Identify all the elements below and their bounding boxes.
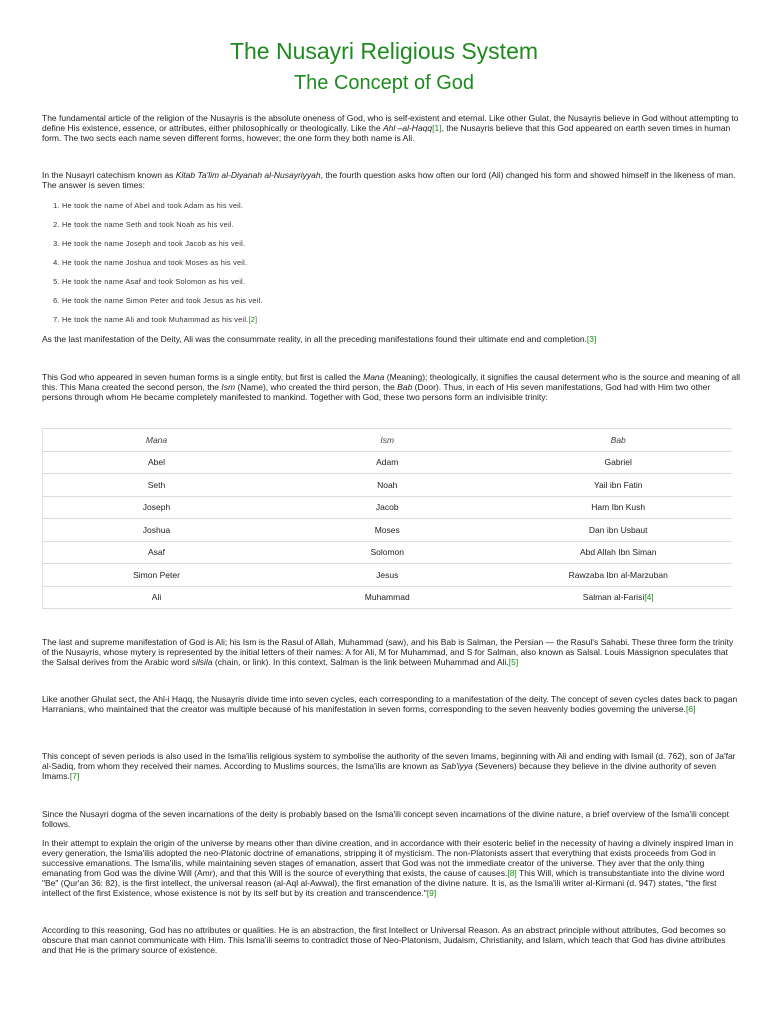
paragraph-last-manifestation: As the last manifestation of the Deity, Ali was the consummate reality, in all the preceding manifestations found their ultimate end and completion.[3] — [42, 334, 597, 344]
table-cell: Solomon — [270, 541, 504, 564]
list-item: 4. He took the name Joshua and took Moses as his veil. — [62, 257, 742, 276]
table-cell: Salman al-Farisi[4] — [504, 586, 732, 609]
table-row — [43, 519, 733, 542]
table-row — [43, 474, 733, 497]
list-item: 1. He took the name of Abel and took Adam as his veil. — [62, 200, 742, 219]
table-cell: Ham Ibn Kush — [504, 496, 732, 519]
footnote-link-4[interactable]: [4] — [644, 592, 654, 603]
table-row — [43, 541, 733, 564]
footnote-link-1[interactable]: [1] — [432, 123, 442, 133]
manifestations-list — [42, 200, 742, 333]
footnote-link-2[interactable]: [2] — [248, 315, 258, 324]
table-cell: Gabriel — [504, 451, 732, 474]
footnote-link-3[interactable]: [3] — [586, 334, 597, 344]
paragraph-catechism: In the Nusayri catechism known as Kitab Ta'lim al-Diyanah al-Nusayriyyah, the fourth question asks how often our lord (Ali) changed his form and showed himself in the likeness of man. The answer is seven times: — [42, 170, 736, 190]
table-cell: Seth — [43, 474, 271, 497]
table-cell: Abd Allah Ibn Siman — [504, 541, 732, 564]
table-cell: Simon Peter — [43, 564, 271, 587]
table-header-row — [43, 429, 733, 452]
table-row — [43, 586, 733, 609]
list-item: 6. He took the name Simon Peter and took Jesus as his veil. — [62, 295, 742, 314]
list-item: 3. He took the name Joseph and took Jacob as his veil. — [62, 238, 742, 257]
column-header-ism: Ism — [270, 429, 504, 452]
table-cell: Joshua — [43, 519, 271, 542]
table-row — [43, 451, 733, 474]
footnote-link-5[interactable]: [5] — [508, 657, 519, 667]
table-cell: Dan ibn Usbaut — [504, 519, 732, 542]
list-item: 2. He took the name Seth and took Noah as his veil. — [62, 219, 742, 238]
table-row — [43, 564, 733, 587]
table-cell: Joseph — [43, 496, 271, 519]
column-header-bab: Bab — [504, 429, 732, 452]
page-subtitle: The Concept of God — [293, 72, 475, 94]
table-cell: Noah — [270, 474, 504, 497]
table-cell: Moses — [270, 519, 504, 542]
list-item: 7. He took the name Ali and took Muhammad as his veil.[2] — [62, 314, 742, 333]
trinity-table — [42, 428, 732, 609]
table-row — [43, 496, 733, 519]
footnote-link-7[interactable]: [7] — [69, 771, 80, 781]
table-cell: Asaf — [43, 541, 271, 564]
page-title: The Nusayri Religious System — [229, 38, 539, 64]
footnote-link-9[interactable]: [9] — [426, 888, 437, 898]
table-cell: Abel — [43, 451, 271, 474]
table-cell: Yail ibn Fatin — [504, 474, 732, 497]
table-cell: Adam — [270, 451, 504, 474]
table-cell: Jesus — [270, 564, 504, 587]
paragraph-emanations: In their attempt to explain the origin of the universe by means other than divine creation, and in accordance with their esoteric belief in the necessity of having a divinely inspired Iman in every generation, the Isma'ilis adopted the neo-Platonic doctrine of emanations, stripping it of mysticism. The non-Platonists assert that everything that exists proceeds from God in successive emanations. The Isma'ilis, while maintaining seven stages of emanation, assert that God was not the immediate creator of the universe. They aver that the only thing emanating from God was the divine Will (Amr), and that this Will is the source of everything that exists, the cause of causes.[8] This Will, which is transubstantiate into the divine word "Be" (Qur'an 36: 82), is the first intellect, the universal reason (al-Aql al-Awwal), the first emanation of the divine nature. It is, as the Isma'ili writer al-Kirmani (d. 947) states, "the first intellect of the first Existence, whose existence is not by its self but by its creation and transcendence."[9] — [42, 838, 734, 898]
paragraph-seven-cycles: Like another Ghulat sect, the Ahl-i Haqq, the Nusayris divide time into seven cycles, each corresponding to a manifestation of the deity. The concept of seven cycles dates back to pagan Harranians, who maintained that the creator was multiple because of his manifestation in seven forms, corresponding to the seven heavenly bodies governing the universe.[6] — [42, 694, 738, 714]
paragraph-ismaili-overview: Since the Nusayri dogma of the seven incarnations of the deity is probably based on the Isma'ili concept seven incarnations of the divine nature, a brief overview of the Isma'ili concept follows. — [42, 809, 729, 829]
table-cell: Ali — [43, 586, 271, 609]
paragraph-trinity: This God who appeared in seven human forms is a single entity, but first is called the Mana (Meaning); theologically, it signifies the causal determent who is the source and meaning of all this. This Mana created the second person, the Ism (Name), who created the third person, the Bab (Door). Thus, in each of His seven manifestations, God had with Him two other persons through whom He became completely manifested to mankind. Together with God, these two persons form an indivisible trinity: — [42, 372, 741, 402]
table-cell: Rawzaba Ibn al-Marzuban — [504, 564, 732, 587]
paragraph-intro: The fundamental article of the religion of the Nusayris is the absolute oneness of God, who is self-existent and eternal. Like other Gulat, the Nusayris believe in God without attempting to define His existence, essence, or attributes, either philosophically or theologically. Like the Ahl –al-Haqq[1], the Nusayris believe that this God appeared on earth seven times in human form. The two sects each name seven different forms, however; the one form they both name is Ali. — [42, 113, 739, 143]
paragraph-supreme-manifestation: The last and supreme manifestation of God is Ali; his Ism is the Rasul of Allah, Muhammad (saw), and his Bab is Salman, the Persian — the Rasul's Sahabi. These three form the trinity of the Nusayris, whose mytery is represented by the initial letters of their names: A for Ali, M for Muhammad, and S for Salman, also known as Salsal. Louis Massignon speculates that the Salsal derives from the Arabic word silsila (chain, or link). In this context, Salman is the link between Muhammad and Ali.[5] — [42, 637, 734, 667]
footnote-link-8[interactable]: [8] — [507, 868, 517, 878]
paragraph-seven-periods: This concept of seven periods is also used in the Isma'ilis religious system to symbolise the authority of the seven Imams, beginning with Ali and ending with Ismail (d. 762), son of Ja'far al-Sadiq, from whom they received their names. According to Muslims sources, the Isma'ilis are known as Sab'iyya (Seveners) because they believe in the divine authority of seven Imams.[7] — [42, 751, 736, 781]
table-cell: Muhammad — [270, 586, 504, 609]
column-header-mana: Mana — [43, 429, 271, 452]
paragraph-attributes: According to this reasoning, God has no attributes or qualities. He is an abstraction, the first Intellect or Universal Reason. As an abstract principle without attributes, God becomes so obscure that man cannot communicate with Him. This Isma'ili seems to contradict those of Neo-Platonism, Judaism, Christianity, and Islam, which teach that God has divine attributes and that He is the primary source of existence. — [42, 925, 726, 955]
list-item: 5. He took the name Asaf and took Solomon as his veil. — [62, 276, 742, 295]
table-cell: Jacob — [270, 496, 504, 519]
footnote-link-6[interactable]: [6] — [686, 704, 696, 714]
